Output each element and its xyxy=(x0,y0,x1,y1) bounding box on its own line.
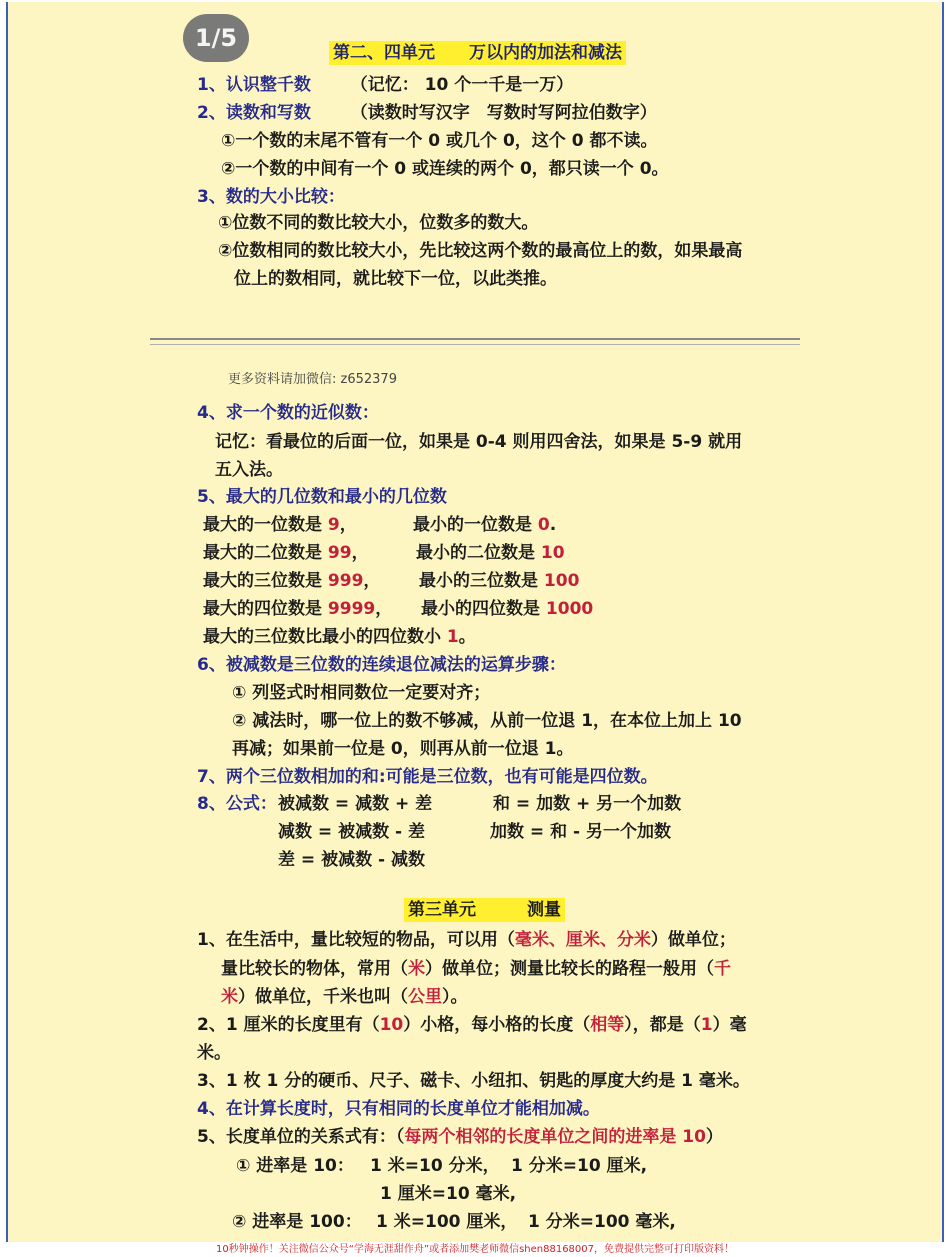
short-units: 毫米、厘米、分米 xyxy=(514,930,651,950)
max-1-text: 最大的一位数是 xyxy=(203,515,328,535)
min-3-digit xyxy=(419,566,579,591)
min-4-text: 最小的四位数是 xyxy=(421,599,546,619)
max-2-digit xyxy=(203,538,369,563)
item-5-label: 5、最大的几位数和最小的几位数 xyxy=(197,487,447,507)
formula-difference: 差 = 被减数 - 减数 xyxy=(278,850,425,870)
item-1-label: 1、认识整千数 xyxy=(197,75,311,95)
unit-mi: 米 xyxy=(221,987,238,1007)
measure-1-suffix: ）做单位； xyxy=(650,930,736,950)
measure-1-pre: 1、在生活中，量比较短的物品，可以用（ xyxy=(197,930,515,950)
max-3-value: 999 xyxy=(327,571,364,591)
measure-2-suffix: ）毫 xyxy=(712,1015,747,1035)
max-1-digit xyxy=(203,510,357,535)
max-min-difference xyxy=(203,622,476,647)
item-1-note: （记忆： 10 个一千是一万） xyxy=(350,75,574,95)
rate-100-label: ② 进率是 100： xyxy=(232,1212,362,1232)
min-1-digit xyxy=(413,510,556,535)
formula-minuend: 被减数 = 减数 + 差 xyxy=(278,794,433,814)
min-2-text: 最小的二位数是 xyxy=(416,543,541,563)
measure-1-l3-text: ）做单位，千米也叫（ xyxy=(238,987,408,1007)
max-1-suffix: ， xyxy=(339,515,357,535)
item-3-rule-a: ①位数不同的数比较大小，位数多的数大。 xyxy=(218,213,539,233)
item-4-text-1: 记忆：看最位的后面一位，如果是 0-4 则用四舍法，如果是 5-9 就用 xyxy=(215,432,743,452)
item-3-rule-b2: 位上的数相同，就比较下一位，以此类推。 xyxy=(234,269,557,289)
wechat-note: 更多资料请加微信: z652379 xyxy=(228,372,397,387)
item-6-label: 6、被减数是三位数的连续退位减法的运算步骤： xyxy=(197,655,566,675)
unit-3-title-text: 第三单元 测量 xyxy=(404,898,565,922)
measure-5-pre: 5、长度单位的关系式有：（ xyxy=(197,1127,405,1147)
rate-10-b: 1 分米=10 厘米, xyxy=(511,1156,648,1176)
min-3-value: 100 xyxy=(543,571,580,591)
page-number-badge: 1/5 xyxy=(183,14,249,62)
unit-3-title xyxy=(404,895,565,920)
min-1-value: 0 xyxy=(537,515,550,535)
rate-10-a: 1 米=10 分米， xyxy=(370,1156,500,1176)
item-2-rule-b: ②一个数的中间有一个 0 或连续的两个 0，都只读一个 0。 xyxy=(221,159,669,179)
max-3-text: 最大的三位数是 xyxy=(203,571,328,591)
rate-10-label: ① 进率是 10： xyxy=(236,1156,354,1176)
measure-5 xyxy=(197,1122,723,1147)
unit-meter: 米 xyxy=(408,959,425,979)
difference-suffix: 。 xyxy=(458,627,476,647)
footer-promo: 10秒钟操作！关注微信公众号“学海无涯甜作舟”或者添加樊老师微信shen88168007，免费提供完整可打印版资料！ xyxy=(215,1244,735,1255)
measure-2-pre: 2、1 厘米的长度里有（ xyxy=(197,1015,380,1035)
item-4-text-2: 五入法。 xyxy=(215,460,283,480)
unit-2-4-title xyxy=(329,38,626,63)
min-4-digit xyxy=(421,594,593,619)
item-6-step-b1: ② 减法时，哪一位上的数不够减，从前一位退 1，在本位上加上 10 xyxy=(232,711,742,731)
measure-1-line-2 xyxy=(221,954,731,979)
min-1-text: 最小的一位数是 xyxy=(413,515,538,535)
difference-value: 1 xyxy=(446,627,459,647)
max-2-suffix: ， xyxy=(351,543,369,563)
measure-1-line-3 xyxy=(221,982,468,1007)
max-3-digit xyxy=(203,566,380,591)
grid-equal: 相等 xyxy=(590,1015,625,1035)
max-4-text: 最大的四位数是 xyxy=(203,599,328,619)
item-1 xyxy=(197,70,573,95)
min-3-text: 最小的三位数是 xyxy=(419,571,544,591)
measure-5-rate: 每两个相邻的长度单位之间的进率是 10 xyxy=(404,1127,706,1147)
max-2-text: 最大的二位数是 xyxy=(203,543,328,563)
min-2-value: 10 xyxy=(540,543,565,563)
min-2-digit xyxy=(416,538,565,563)
measure-3: 3、1 枚 1 分的硬币、尺子、磁卡、小纽扣、钥匙的厚度大约是 1 毫米。 xyxy=(197,1071,750,1091)
max-4-suffix: ， xyxy=(375,599,393,619)
item-4-label: 4、求一个数的近似数： xyxy=(197,403,379,423)
section-divider xyxy=(150,338,800,345)
item-2-note: （读数时写汉字 写数时写阿拉伯数字） xyxy=(350,103,657,123)
difference-text: 最大的三位数比最小的四位数小 xyxy=(203,627,447,647)
item-6-step-b2: 再减；如果前一位是 0，则再从前一位退 1。 xyxy=(232,739,574,759)
measure-2-mid: ）小格，每小格的长度（ xyxy=(403,1015,591,1035)
item-6-step-a: ① 列竖式时相同数位一定要对齐； xyxy=(232,683,491,703)
rate-100-b: 1 分米=100 毫米, xyxy=(528,1212,676,1232)
max-2-value: 99 xyxy=(327,543,352,563)
measure-2-line-2: 米。 xyxy=(197,1043,231,1063)
measure-1-line-1 xyxy=(197,925,736,950)
max-4-digit xyxy=(203,594,392,619)
measure-1-l3-end: ）。 xyxy=(442,987,468,1007)
measure-4: 4、在计算长度时，只有相同的长度单位才能相加减。 xyxy=(197,1099,600,1119)
min-1-suffix: . xyxy=(549,515,557,535)
rate-10-c: 1 厘米=10 毫米, xyxy=(380,1184,517,1204)
item-2 xyxy=(197,98,657,123)
item-2-label: 2、读数和写数 xyxy=(197,103,311,123)
measure-5-suffix: ） xyxy=(705,1127,723,1147)
formula-subtrahend: 减数 = 被减数 - 差 xyxy=(278,822,425,842)
grid-count: 10 xyxy=(379,1015,404,1035)
max-3-suffix: ， xyxy=(363,571,381,591)
item-7: 7、两个三位数相加的和:可能是三位数，也有可能是四位数。 xyxy=(197,767,658,787)
grid-one: 1 xyxy=(700,1015,713,1035)
measure-2-line-1 xyxy=(197,1010,747,1035)
max-1-value: 9 xyxy=(327,515,340,535)
measure-1-l2-pre: 量比较长的物体，常用（ xyxy=(221,959,408,979)
max-4-value: 9999 xyxy=(327,599,376,619)
item-3-rule-b1: ②位数相同的数比较大小，先比较这两个数的最高位上的数，如果最高 xyxy=(218,241,743,261)
unit-2-4-title-text: 第二、四单元 万以内的加法和减法 xyxy=(329,41,626,65)
formula-sum: 和 = 加数 + 另一个加数 xyxy=(493,794,682,814)
item-8-label: 8、公式： xyxy=(197,794,277,814)
formula-addend: 加数 = 和 - 另一个加数 xyxy=(490,822,671,842)
item-3-label: 3、数的大小比较： xyxy=(197,187,345,207)
unit-qian: 千 xyxy=(714,959,731,979)
item-2-rule-a: ①一个数的末尾不管有一个 0 或几个 0，这个 0 都不读。 xyxy=(221,131,658,151)
measure-2-mid2: ），都是（ xyxy=(624,1015,701,1035)
min-4-value: 1000 xyxy=(545,599,594,619)
measure-1-l2-suffix: ）做单位；测量比较长的路程一般用（ xyxy=(425,959,714,979)
rate-100-a: 1 米=100 厘米， xyxy=(376,1212,518,1232)
unit-gongli: 公里 xyxy=(408,987,442,1007)
